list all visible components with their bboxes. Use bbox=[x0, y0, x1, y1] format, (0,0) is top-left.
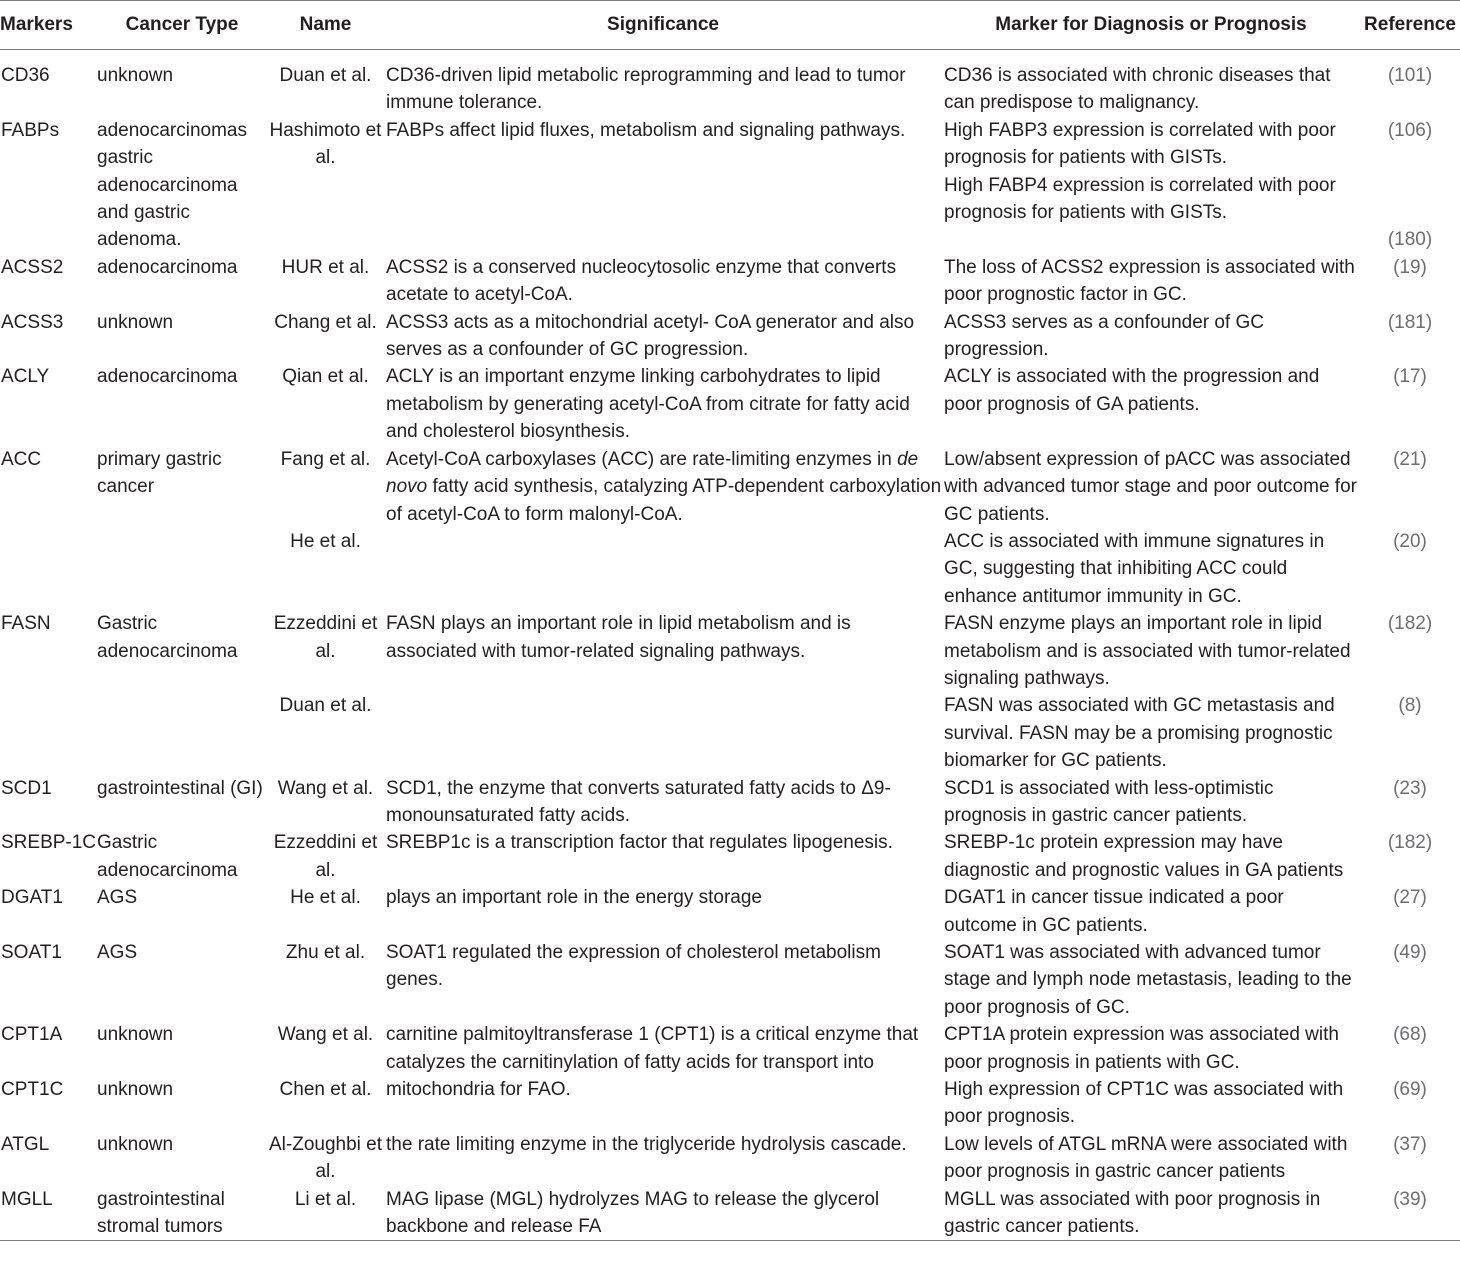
marker-cell: DGAT1 bbox=[1, 887, 63, 909]
diagnosis-cell: SOAT1 was associated with advanced tumor stage and lymph node metastasis, leading to the poor prognosis of GC. bbox=[944, 942, 1352, 1018]
marker-cell: ACSS3 bbox=[1, 311, 64, 333]
name-cell: Hashimoto et al. bbox=[269, 119, 382, 169]
diagnosis-cell: CPT1A protein expression was associated with poor prognosis in patients with GC. bbox=[944, 1024, 1339, 1073]
name-cell: Zhu et al. bbox=[285, 942, 366, 963]
marker-cell: ACSS2 bbox=[1, 256, 64, 278]
diagnosis-cell: CD36 is associated with chronic diseases that can predispose to malignancy. bbox=[944, 65, 1331, 114]
significance-cell: ACSS3 acts as a mitochondrial acetyl- CoA generator and also serves as a confounder of GC progression. bbox=[386, 311, 915, 361]
diagnosis-cell: ACC is associated with immune signatures in GC, suggesting that inhibiting ACC could enhance antitumor immunity in GC. bbox=[944, 530, 1325, 607]
table-row bbox=[0, 692, 1460, 774]
reference-text: (106) bbox=[1387, 119, 1433, 141]
reference-cell bbox=[1360, 117, 1460, 254]
table-row bbox=[0, 309, 1460, 364]
table-row bbox=[0, 939, 1460, 1021]
table-row bbox=[0, 775, 1460, 830]
header-markers: Markers bbox=[0, 14, 73, 36]
name-cell: Wang et al. bbox=[277, 777, 374, 799]
reference-cell: (181) bbox=[1387, 311, 1433, 333]
cancer-type-cell: AGS bbox=[97, 942, 138, 963]
marker-cell: SCD1 bbox=[1, 777, 52, 799]
table-row bbox=[0, 610, 1460, 692]
name-cell: Chang et al. bbox=[274, 311, 377, 333]
diagnosis-cell: High expression of CPT1C was associated with poor prognosis. bbox=[944, 1079, 1344, 1128]
name-cell: Li et al. bbox=[294, 1188, 357, 1210]
name-cell: Fang et al. bbox=[280, 448, 371, 470]
significance-cell: SREBP1c is a transcription factor that regulates lipogenesis. bbox=[386, 832, 893, 854]
reference-cell: (23) bbox=[1393, 777, 1427, 799]
significance-cell: ACSS2 is a conserved nucleocytosolic enzyme that converts acetate to acetyl-CoA. bbox=[386, 256, 897, 306]
significance-cell: FABPs affect lipid fluxes, metabolism and signaling pathways. bbox=[386, 119, 906, 141]
cancer-type-cell: gastrointestinal stromal tumors bbox=[97, 1188, 225, 1238]
cancer-type-cell: unknown bbox=[97, 311, 174, 333]
marker-cell: FASN bbox=[1, 613, 51, 635]
table-row bbox=[0, 363, 1460, 445]
significance-text: Acetyl-CoA carboxylases (ACC) are rate-limiting enzymes in bbox=[386, 448, 892, 470]
reference-cell: (37) bbox=[1393, 1133, 1427, 1155]
table-row bbox=[0, 117, 1460, 254]
significance-cell: MAG lipase (MGL) hydrolyzes MAG to release the glycerol backbone and release FA bbox=[386, 1188, 880, 1238]
marker-cell: FABPs bbox=[1, 119, 60, 141]
cancer-type-cell: adenocarcinoma bbox=[97, 366, 238, 388]
table-row bbox=[0, 884, 1460, 939]
diagnosis-cell bbox=[942, 117, 1360, 254]
cancer-type-cell bbox=[97, 692, 267, 774]
marker-cell: ATGL bbox=[1, 1133, 50, 1155]
diagnosis-text: High FABP4 expression is correlated with poor prognosis for patients with GISTs. bbox=[944, 174, 1336, 224]
reference-text: (180) bbox=[1387, 229, 1433, 251]
significance-cell bbox=[384, 692, 942, 774]
header-name: Name bbox=[299, 14, 352, 36]
name-cell: Duan et al. bbox=[279, 695, 372, 717]
cancer-type-cell: unknown bbox=[97, 1024, 174, 1046]
diagnosis-cell: MGLL was associated with poor prognosis in gastric cancer patients. bbox=[944, 1188, 1321, 1238]
table-row bbox=[0, 829, 1460, 884]
cancer-type-cell: adenocarcinoma bbox=[97, 256, 238, 278]
significance-cell: carnitine palmitoyltransferase 1 (CPT1) is a critical enzyme that catalyzes the carnitinylation of fatty acids for transport into mitochondria for FAO. bbox=[386, 1024, 919, 1101]
table-header bbox=[0, 1, 1460, 50]
reference-cell: (39) bbox=[1393, 1188, 1427, 1210]
name-cell: He et al. bbox=[290, 887, 361, 909]
marker-cell: SOAT1 bbox=[1, 942, 62, 963]
marker-cell: ACLY bbox=[1, 366, 50, 388]
table-row bbox=[0, 1131, 1460, 1186]
reference-cell: (182) bbox=[1387, 832, 1433, 854]
significance-cell bbox=[384, 446, 942, 528]
header-cancer-type: Cancer Type bbox=[125, 14, 239, 36]
reference-cell: (17) bbox=[1393, 366, 1427, 388]
cancer-type-cell: AGS bbox=[97, 887, 138, 909]
cancer-type-cell: primary gastric cancer bbox=[97, 448, 222, 498]
name-cell: Ezzeddini et al. bbox=[273, 832, 378, 881]
cancer-type-cell: Gastric adenocarcinoma bbox=[97, 832, 238, 881]
significance-cell: plays an important role in the energy storage bbox=[386, 887, 762, 909]
name-cell: Wang et al. bbox=[277, 1024, 374, 1046]
diagnosis-text: High FABP3 expression is correlated with poor prognosis for patients with GISTs. bbox=[944, 119, 1336, 169]
diagnosis-cell: DGAT1 in cancer tissue indicated a poor outcome in GC patients. bbox=[944, 887, 1284, 936]
significance-cell: ACLY is an important enzyme linking carbohydrates to lipid metabolism by generating acetyl-CoA from citrate for fatty acid and cholesterol biosynthesis. bbox=[386, 366, 910, 443]
diagnosis-cell: Low levels of ATGL mRNA were associated with poor prognosis in gastric cancer patients bbox=[944, 1133, 1348, 1183]
name-cell: Al-Zoughbi et al. bbox=[269, 1133, 383, 1183]
table-row bbox=[0, 254, 1460, 309]
diagnosis-cell: FASN was associated with GC metastasis and survival. FASN may be a promising prognostic biomarker for GC patients. bbox=[944, 695, 1335, 772]
diagnosis-cell: ACLY is associated with the progression and poor prognosis of GA patients. bbox=[944, 366, 1320, 415]
reference-cell: (69) bbox=[1393, 1079, 1427, 1101]
table-row bbox=[0, 446, 1460, 528]
marker-cell: ACC bbox=[1, 448, 42, 470]
diagnosis-cell: ACSS3 serves as a confounder of GC progression. bbox=[944, 311, 1264, 361]
marker-cell: MGLL bbox=[1, 1188, 53, 1210]
cancer-type-cell: Gastric adenocarcinoma bbox=[97, 613, 238, 662]
name-cell: Ezzeddini et al. bbox=[273, 613, 378, 662]
name-cell: HUR et al. bbox=[281, 256, 370, 278]
reference-cell: (49) bbox=[1393, 942, 1427, 963]
table-row bbox=[0, 1186, 1460, 1241]
significance-cell: CD36-driven lipid metabolic reprogramming and lead to tumor immune tolerance. bbox=[386, 65, 906, 114]
reference-cell: (8) bbox=[1398, 695, 1422, 717]
table-row bbox=[0, 1021, 1460, 1076]
name-cell: He et al. bbox=[290, 530, 361, 552]
name-cell: Duan et al. bbox=[279, 65, 372, 86]
marker-cell bbox=[0, 692, 97, 774]
diagnosis-cell: SCD1 is associated with less-optimistic prognosis in gastric cancer patients. bbox=[944, 777, 1274, 826]
header-reference: Reference bbox=[1364, 14, 1456, 36]
significance-cell: the rate limiting enzyme in the triglyceride hydrolysis cascade. bbox=[386, 1133, 907, 1155]
name-cell: Chen et al. bbox=[279, 1079, 372, 1101]
reference-cell: (101) bbox=[1387, 65, 1433, 86]
reference-cell: (21) bbox=[1393, 448, 1427, 470]
reference-cell: (20) bbox=[1393, 530, 1427, 552]
reference-cell: (27) bbox=[1393, 887, 1427, 909]
name-cell: Qian et al. bbox=[282, 366, 369, 388]
significance-cell bbox=[384, 528, 942, 610]
header-diagnosis: Marker for Diagnosis or Prognosis bbox=[995, 14, 1307, 36]
cancer-type-cell: adenocarcinomas gastric adenocarcinoma and gastric adenoma. bbox=[97, 119, 247, 251]
marker-cell bbox=[0, 528, 97, 610]
table-row bbox=[0, 50, 1460, 117]
marker-cell: SREBP-1C bbox=[1, 832, 97, 854]
cancer-type-cell: gastrointestinal (GI) bbox=[97, 777, 263, 799]
diagnosis-cell: SREBP-1c protein expression may have diagnostic and prognostic values in GA patients bbox=[944, 832, 1344, 881]
diagnosis-cell: FASN enzyme plays an important role in lipid metabolism and is associated with tumor-related signaling pathways. bbox=[944, 613, 1351, 689]
significance-text: fatty acid synthesis, catalyzing ATP-dependent carboxylation of acetyl-CoA to form malonyl-CoA. bbox=[386, 476, 942, 525]
diagnosis-cell: The loss of ACSS2 expression is associated with poor prognostic factor in GC. bbox=[944, 256, 1355, 306]
significance-cell: SCD1, the enzyme that converts saturated fatty acids to Δ9-monounsaturated fatty acids. bbox=[386, 777, 891, 826]
header-row bbox=[0, 1, 1460, 50]
diagnosis-cell: Low/absent expression of pACC was associated with advanced tumor stage and poor outcome for GC patients. bbox=[944, 448, 1357, 525]
significance-cell: FASN plays an important role in lipid metabolism and is associated with tumor-related signaling pathways. bbox=[386, 613, 851, 662]
marker-cell: CPT1C bbox=[1, 1079, 64, 1101]
cancer-type-cell: unknown bbox=[97, 1079, 174, 1101]
significance-cell: SOAT1 regulated the expression of cholesterol metabolism genes. bbox=[386, 942, 881, 991]
significance-italic-text: de novo bbox=[386, 448, 919, 498]
reference-cell: (182) bbox=[1387, 613, 1433, 635]
reference-cell: (19) bbox=[1393, 256, 1427, 278]
cancer-type-cell: unknown bbox=[97, 65, 174, 86]
table-row bbox=[0, 528, 1460, 610]
header-significance: Significance bbox=[607, 14, 719, 36]
marker-cell: CPT1A bbox=[1, 1024, 63, 1046]
cancer-type-cell bbox=[97, 528, 267, 610]
table-body bbox=[0, 50, 1460, 1241]
reference-cell: (68) bbox=[1393, 1024, 1427, 1046]
marker-cell: CD36 bbox=[1, 65, 50, 86]
cancer-type-cell: unknown bbox=[97, 1133, 174, 1155]
